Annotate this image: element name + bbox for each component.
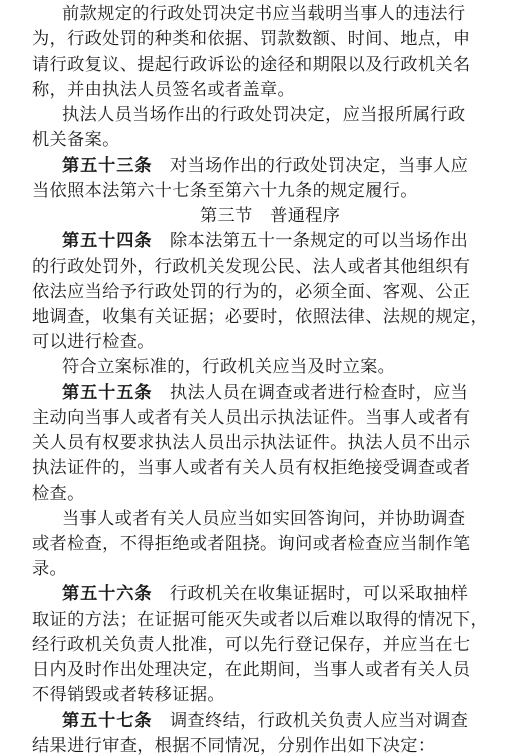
text-line: 执法人员当场作出的行政处罚决定，应当报所属行政 [62,105,466,125]
text-line: 可以进行检查。 [32,332,155,352]
text-line: 或者检查，不得拒绝或者阻挠。询问或者检查应当制作笔 [32,534,471,554]
section-heading: 第三节 普通程序 [200,206,341,226]
text-line: 关人员有权要求执法人员出示执法证件。执法人员不出示 [32,433,471,453]
article-heading: 第五十四条 [62,231,153,251]
article-57-line [62,711,468,731]
article-heading: 第五十三条 [62,156,153,176]
text-line: 取证的方法；在证据可能灭失或者以后难以取得的情况下， [32,610,488,630]
article-text: 行政机关在收集证据时，可以采取抽样 [170,584,469,604]
article-text: 调查终结，行政机关负责人应当对调查 [170,711,469,731]
text-line: 当依照本法第六十七条至第六十九条的规定履行。 [32,181,418,201]
text-line: 请行政复议、提起行政诉讼的途径和期限以及行政机关名 [32,55,471,75]
article-53-line [62,156,468,176]
article-text: 对当场作出的行政处罚决定，当事人应 [170,156,469,176]
article-text: 执法人员在调查或者进行检查时，应当 [170,383,469,403]
text-line: 检查。 [32,484,85,504]
article-56-line [62,584,468,604]
text-line: 依法应当给予行政处罚的行为的，必须全面、客观、公正 [32,282,471,302]
text-line: 符合立案标准的，行政机关应当及时立案。 [62,357,396,377]
article-heading: 第五十六条 [62,584,153,604]
article-heading: 第五十七条 [62,711,153,731]
article-54-line [62,231,468,251]
text-line: 执法证件的，当事人或者有关人员有权拒绝接受调查或者 [32,458,471,478]
text-line: 称，并由执法人员签名或者盖章。 [32,80,296,100]
text-line: 经行政机关负责人批准，可以先行登记保存，并应当在七 [32,635,471,655]
text-line: 主动向当事人或者有关人员出示执法证件。当事人或者有 [32,408,471,428]
text-line: 录。 [32,559,68,579]
text-line: 结果进行审查，根据不同情况，分别作出如下决定： [32,736,436,756]
text-line: 不得销毁或者转移证据。 [32,685,225,705]
article-heading: 第五十五条 [62,383,153,403]
text-line: 日内及时作出处理决定，在此期间，当事人或者有关人员 [32,660,471,680]
text-line: 的行政处罚外，行政机关发现公民、法人或者其他组织有 [32,257,471,277]
article-55-line [62,383,468,403]
article-text: 除本法第五十一条规定的可以当场作出 [170,231,469,251]
text-line: 为，行政处罚的种类和依据、罚款数额、时间、地点，申 [32,29,471,49]
text-line: 当事人或者有关人员应当如实回答询问，并协助调查 [62,509,466,529]
text-line: 机关备案。 [32,130,120,150]
text-line: 地调查，收集有关证据；必要时，依照法律、法规的规定， [32,307,488,327]
text-line: 前款规定的行政处罚决定书应当载明当事人的违法行 [62,4,466,24]
